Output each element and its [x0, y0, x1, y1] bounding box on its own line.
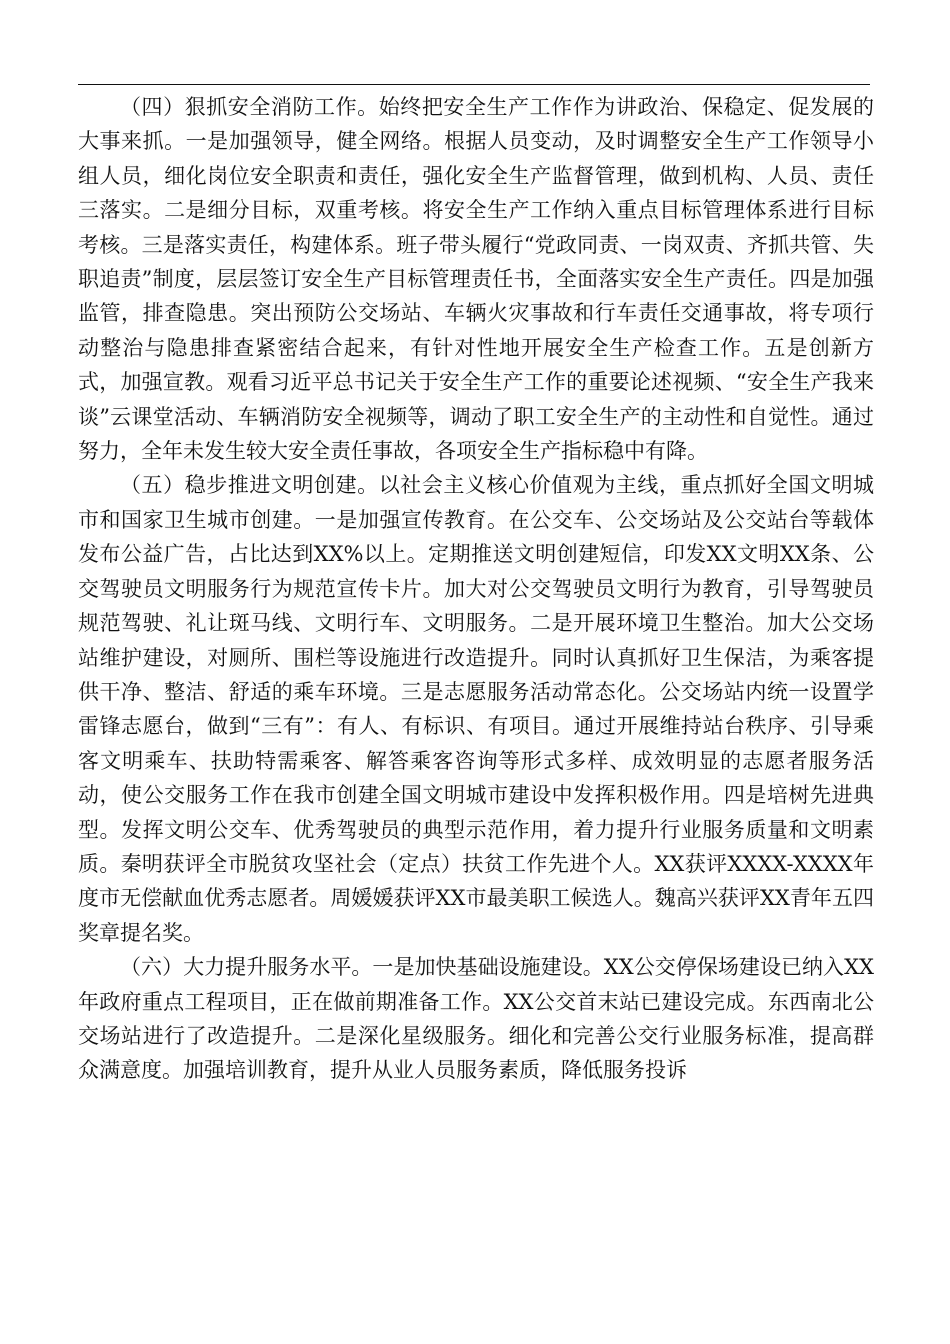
paragraph-safety-fire: （四）狠抓安全消防工作。始终把安全生产工作作为讲政治、保稳定、促发展的大事来抓。一是加强领导，健全网络。根据人员变动，及时调整安全生产工作领导小组人员，细化岗位安全职责和责任，强化安全生产监督管理，做到机构、人员、责任三落实。二是细分目标，双重考核。将安全生产工作纳入重点目标管理体系进行目标考核。三是落实责任，构建体系。班子带头履行“党政同责、一岗双责、齐抓共管、失职追责”制度，层层签订安全生产目标管理责任书，全面落实安全生产责任。四是加强监管，排查隐患。突出预防公交场站、车辆火灾事故和行车责任交通事故，将专项行动整治与隐患排查紧密结合起来，有针对性地开展安全生产检查工作。五是创新方式，加强宣教。观看习近平总书记关于安全生产工作的重要论述视频、“安全生产我来谈”云课堂活动、车辆消防安全视频等，调动了职工安全生产的主动性和自觉性。通过努力，全年未发生较大安全责任事故，各项安全生产指标稳中有降。 [78, 95, 874, 464]
document-body [78, 90, 874, 1088]
header-rule [78, 84, 870, 85]
paragraph-civilization-creation: （五）稳步推进文明创建。以社会主义核心价值观为主线，重点抓好全国文明城市和国家卫生城市创建。一是加强宣传教育。在公交车、公交场站及公交站台等载体发布公益广告，占比达到XX%以上。定期推送文明创建短信，印发XX文明XX条、公交驾驶员文明服务行为规范宣传卡片。加大对公交驾驶员文明行为教育，引导驾驶员规范驾驶、礼让斑马线、文明行车、文明服务。二是开展环境卫生整治。加大公交场站维护建设，对厕所、围栏等设施进行改造提升。同时认真抓好卫生保洁，为乘客提供干净、整洁、舒适的乘车环境。三是志愿服务活动常态化。公交场站内统一设置学雷锋志愿台，做到“三有”：有人、有标识、有项目。通过开展维持站台秩序、引导乘客文明乘车、扶助特需乘客、解答乘客咨询等形式多样、成效明显的志愿者服务活动，使公交服务工作在我市创建全国文明城市建设中发挥积极作用。四是培树先进典型。发挥文明公交车、优秀驾驶员的典型示范作用，着力提升行业服务质量和文明素质。秦明获评全市脱贫攻坚社会（定点）扶贫工作先进个人。XX获评XXXX-XXXX年度市无偿献血优秀志愿者。周媛媛获评XX市最美职工候选人。魏高兴获评XX青年五四奖章提名奖。 [78, 473, 874, 945]
paragraph-service-level: （六）大力提升服务水平。一是加快基础设施建设。XX公交停保场建设已纳入XX年政府重点工程项目，正在做前期准备工作。XX公交首末站已建设完成。东西南北公交场站进行了改造提升。二是深化星级服务。细化和完善公交行业服务标准，提高群众满意度。加强培训教育，提升从业人员服务素质，降低服务投诉 [78, 955, 874, 1083]
